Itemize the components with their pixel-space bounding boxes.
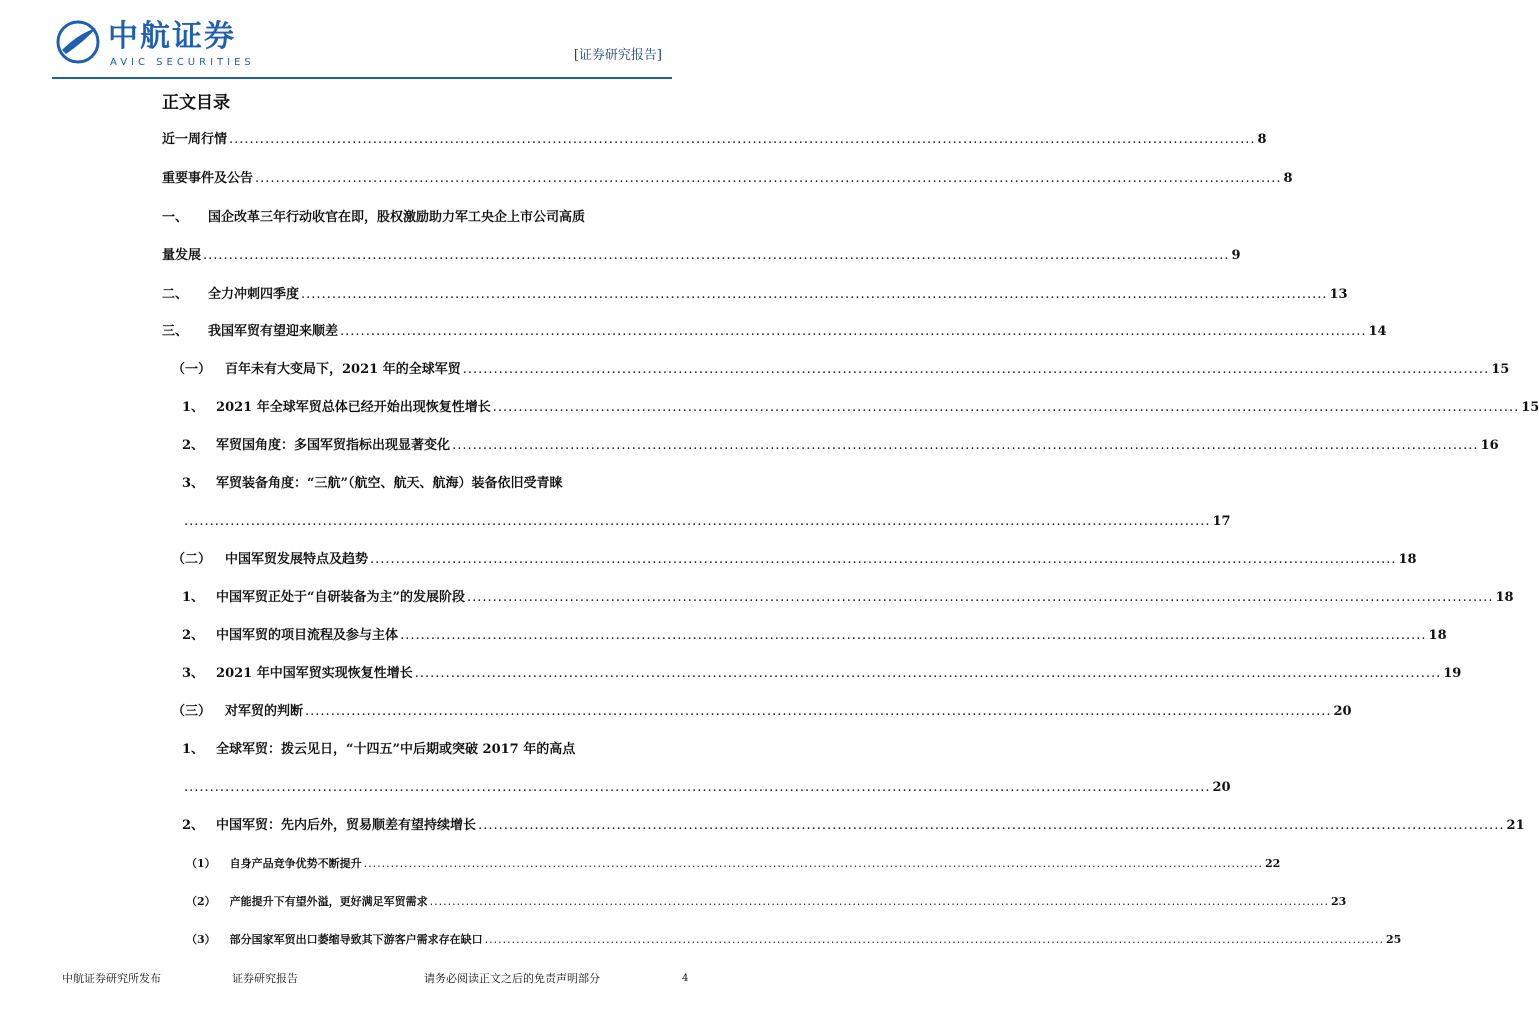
toc-dot-leader: ........................................................................................................................................................................................................ — [229, 132, 1256, 147]
toc-dot-leader: ........................................................................................................................................................................................................ — [363, 857, 1263, 870]
page-header — [0, 0, 724, 84]
toc-entry-page: 19 — [1443, 666, 1462, 681]
toc-entry-page: 18 — [1428, 628, 1447, 643]
report-type-tag: [证券研究报告] — [573, 48, 662, 63]
toc-entry[interactable] — [182, 437, 1499, 455]
toc-entry[interactable] — [186, 855, 1281, 873]
toc-entry-number: （3） — [186, 933, 216, 946]
toc-dot-leader: ........................................................................................................................................................................................................ — [429, 895, 1329, 908]
toc-entry[interactable] — [182, 589, 1514, 607]
toc-dot-leader: ........................................................................................................................................................................................................ — [184, 514, 1211, 529]
toc-entry-text: 中国军贸：先内后外，贸易顺差有望持续增长 — [216, 818, 477, 833]
toc-entry-text: 全力冲刺四季度 — [208, 287, 300, 302]
toc-entry-number: 二、 — [162, 287, 189, 302]
toc-entry[interactable] — [162, 209, 632, 227]
toc-entry[interactable] — [162, 323, 1387, 341]
toc-entry-text: 军贸国角度：多国军贸指标出现显著变化 — [216, 438, 451, 453]
toc-entry-text: 自身产品竞争优势不断提升 — [229, 857, 362, 870]
toc-dot-leader: ........................................................................................................................................................................................................ — [414, 666, 1442, 681]
toc-entry-text: 产能提升下有望外溢，更好满足军贸需求 — [229, 895, 428, 908]
toc-entry-text: 重要事件及公告 — [162, 171, 254, 186]
toc-entry-number: 三、 — [162, 324, 189, 339]
toc-entry-number: 2、 — [182, 438, 205, 453]
toc-entry-text: 中国军贸正处于“自研装备为主”的发展阶段 — [216, 590, 466, 605]
toc-entry[interactable] — [182, 475, 632, 493]
footer-page-number: 4 — [682, 973, 689, 984]
toc-entry-number: 1、 — [182, 590, 205, 605]
toc-entry[interactable] — [182, 399, 1539, 417]
toc-title: 正文目录 — [162, 93, 230, 113]
toc-dot-leader: ........................................................................................................................................................................................................ — [478, 818, 1505, 833]
toc-entry[interactable] — [182, 817, 1525, 835]
toc-entry-number: （二） — [172, 552, 212, 567]
toc-dot-leader: ........................................................................................................................................................................................................ — [203, 248, 1230, 263]
logo-text: AVIC — [76, 45, 92, 52]
toc-entry-page: 8 — [1283, 171, 1293, 186]
toc-entry-text: 我国军贸有望迎来顺差 — [208, 324, 339, 339]
toc-entry-number: 2、 — [182, 628, 205, 643]
toc-dot-leader: ........................................................................................................................................................................................................ — [305, 704, 1332, 719]
toc-dot-leader: ........................................................................................................................................................................................................ — [370, 552, 1397, 567]
toc-entry-text: 全球军贸：拨云见日，“十四五”中后期或突破 2017 年的高点 — [216, 742, 576, 757]
toc-entry-text: 中国军贸发展特点及趋势 — [225, 552, 369, 567]
toc-entry-page: 21 — [1506, 818, 1525, 833]
toc-entry-page: 13 — [1329, 287, 1348, 302]
toc-dot-leader: ........................................................................................................................................................................................................ — [484, 933, 1384, 946]
footer-doc-type: 证券研究报告 — [232, 972, 298, 985]
toc-entry-text: 军贸装备角度：“三航”（航空、航天、航海）装备依旧受青睐 — [216, 476, 563, 491]
toc-entry[interactable] — [182, 741, 632, 759]
toc-dot-leader: ........................................................................................................................................................................................................ — [492, 400, 1520, 415]
toc-entry[interactable] — [162, 170, 1293, 188]
toc-entry[interactable] — [172, 703, 1352, 721]
toc-entry-page: 16 — [1480, 438, 1499, 453]
brand-name-cn: 中航证券 — [108, 19, 236, 54]
toc-dot-leader: ........................................................................................................................................................................................................ — [340, 324, 1367, 339]
toc-dot-leader: ........................................................................................................................................................................................................ — [467, 590, 1494, 605]
toc-entry[interactable] — [172, 551, 1417, 569]
toc-dot-leader: ........................................................................................................................................................................................................ — [184, 780, 1211, 795]
brand-name-en: AVIC SECURITIES — [110, 57, 255, 68]
toc-entry-text: 近一周行情 — [162, 132, 228, 147]
toc-entry[interactable] — [182, 627, 1447, 645]
toc-entry-number: （三） — [172, 704, 212, 719]
toc-entry[interactable] — [172, 361, 1510, 379]
toc-entry-page: 17 — [1212, 514, 1231, 529]
toc-entry-text: 对军贸的判断 — [225, 704, 304, 719]
toc-entry[interactable] — [182, 779, 1231, 797]
toc-entry[interactable] — [162, 131, 1267, 149]
toc-entry-number: 3、 — [182, 666, 205, 681]
toc-entry[interactable] — [182, 513, 1231, 531]
toc-entry-page: 14 — [1368, 324, 1387, 339]
toc-entry-number: （2） — [186, 895, 216, 908]
toc-entry[interactable] — [182, 665, 1462, 683]
toc-dot-leader: ........................................................................................................................................................................................................ — [301, 287, 1328, 302]
toc-dot-leader: ........................................................................................................................................................................................................ — [462, 362, 1490, 377]
toc-entry-page: 18 — [1398, 552, 1417, 567]
toc-entry[interactable] — [186, 931, 1402, 949]
toc-entry-text: 2021 年中国军贸实现恢复性增长 — [216, 666, 413, 681]
toc-entry-page: 23 — [1330, 895, 1347, 908]
toc-entry-number: （1） — [186, 857, 216, 870]
toc-entry-page: 15 — [1491, 362, 1510, 377]
header-divider — [52, 77, 672, 79]
toc-entry-text: 国企改革三年行动收官在即，股权激励助力军工央企上市公司高质 — [208, 210, 586, 225]
avic-logo-icon — [56, 20, 100, 64]
toc-entry[interactable] — [162, 286, 1348, 304]
toc-entry-page: 18 — [1495, 590, 1514, 605]
toc-dot-leader: ........................................................................................................................................................................................................ — [452, 438, 1479, 453]
toc-entry-text: 2021 年全球军贸总体已经开始出现恢复性增长 — [216, 400, 491, 415]
toc-entry-text: 中国军贸的项目流程及参与主体 — [216, 628, 399, 643]
toc-entry-page: 20 — [1333, 704, 1352, 719]
toc-entry-number: 1、 — [182, 400, 205, 415]
toc-entry-text: 量发展 — [162, 248, 202, 263]
toc-entry-number: 2、 — [182, 818, 205, 833]
footer-publisher: 中航证券研究所发布 — [62, 972, 161, 985]
footer-disclaimer: 请务必阅读正文之后的免责声明部分 — [424, 972, 600, 985]
toc-entry-page: 25 — [1385, 933, 1402, 946]
toc-entry-text: 部分国家军贸出口萎缩导致其下游客户需求存在缺口 — [229, 933, 483, 946]
toc-entry[interactable] — [162, 247, 1241, 265]
toc-entry-number: 3、 — [182, 476, 205, 491]
toc-entry-page: 15 — [1521, 400, 1539, 415]
toc-entry-page: 9 — [1231, 248, 1241, 263]
toc-entry-number: 1、 — [182, 742, 205, 757]
toc-entry[interactable] — [186, 893, 1347, 911]
toc-dot-leader: ........................................................................................................................................................................................................ — [255, 171, 1282, 186]
toc-dot-leader: ........................................................................................................................................................................................................ — [400, 628, 1427, 643]
toc-entry-text: 百年未有大变局下，2021 年的全球军贸 — [225, 362, 461, 377]
toc-entry-page: 8 — [1257, 132, 1267, 147]
toc-entry-number: 一、 — [162, 210, 189, 225]
toc-entry-page: 22 — [1264, 857, 1281, 870]
toc-entry-page: 20 — [1212, 780, 1231, 795]
toc-entry-number: （一） — [172, 362, 212, 377]
